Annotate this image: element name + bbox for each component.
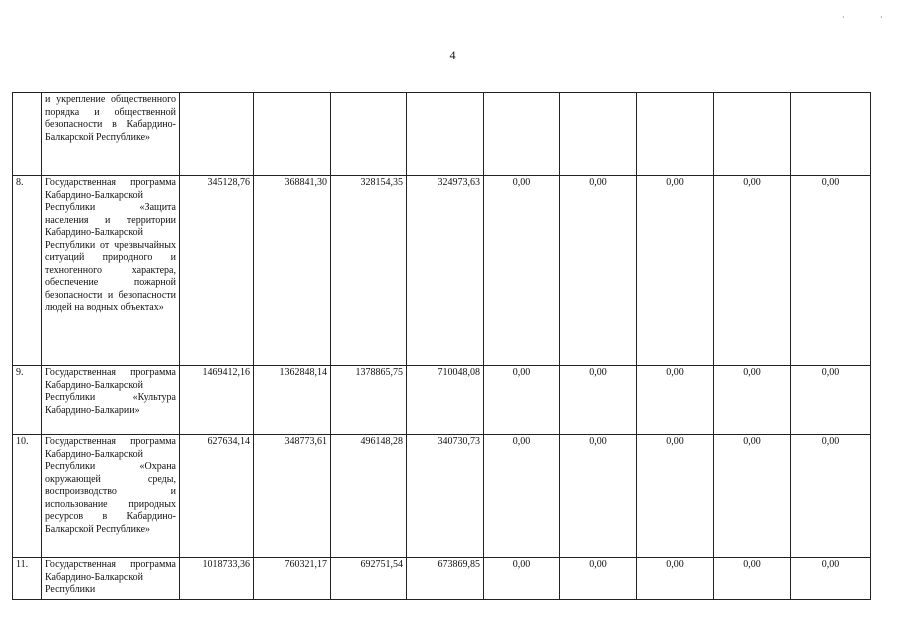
value-cell: 0,00 [484, 435, 560, 558]
value-cell: 328154,35 [331, 176, 407, 366]
value-cell: 0,00 [637, 435, 714, 558]
row-number [13, 93, 42, 176]
value-cell [637, 93, 714, 176]
value-cell: 496148,28 [331, 435, 407, 558]
value-cell: 345128,76 [180, 176, 254, 366]
value-cell: 1469412,16 [180, 366, 254, 435]
value-cell: 0,00 [791, 435, 871, 558]
value-cell: 340730,73 [407, 435, 484, 558]
table-row [13, 558, 871, 600]
table-row [13, 176, 871, 366]
page-number: 4 [449, 48, 456, 62]
row-number: 10. [13, 435, 42, 558]
value-cell: 324973,63 [407, 176, 484, 366]
value-cell [714, 93, 791, 176]
value-cell: 0,00 [714, 558, 791, 600]
value-cell: 0,00 [560, 558, 637, 600]
value-cell: 0,00 [791, 366, 871, 435]
row-number: 11. [13, 558, 42, 600]
value-cell: 673869,85 [407, 558, 484, 600]
value-cell: 760321,17 [254, 558, 331, 600]
program-name: Государственная программа Кабардино-Балкарской Республики [42, 558, 180, 600]
scan-mark: · [842, 13, 845, 22]
value-cell: 348773,61 [254, 435, 331, 558]
value-cell: 0,00 [637, 176, 714, 366]
value-cell: 0,00 [637, 366, 714, 435]
value-cell: 0,00 [791, 176, 871, 366]
table-row [13, 366, 871, 435]
value-cell: 627634,14 [180, 435, 254, 558]
value-cell: 0,00 [484, 366, 560, 435]
value-cell: 0,00 [714, 176, 791, 366]
value-cell: 0,00 [484, 176, 560, 366]
value-cell: 1018733,36 [180, 558, 254, 600]
value-cell: 710048,08 [407, 366, 484, 435]
value-cell [180, 93, 254, 176]
value-cell [331, 93, 407, 176]
program-name: и укрепление общественного порядка и общественной безопасности в Кабардино-Балкарской Республике» [42, 93, 180, 176]
value-cell [254, 93, 331, 176]
value-cell: 0,00 [714, 435, 791, 558]
value-cell [484, 93, 560, 176]
table-row [13, 435, 871, 558]
program-name: Государственная программа Кабардино-Балкарской Республики «Защита населения и территории Кабардино-Балкарской Республики от чрезвычайных ситуаций природного и техногенного характера, обеспечение пожарной безопасности и безопасности людей на водных объектах» [42, 176, 180, 366]
value-cell: 0,00 [791, 558, 871, 600]
budget-table [12, 92, 871, 600]
row-number: 9. [13, 366, 42, 435]
value-cell: 0,00 [560, 176, 637, 366]
value-cell [791, 93, 871, 176]
value-cell: 368841,30 [254, 176, 331, 366]
program-name: Государственная программа Кабардино-Балкарской Республики «Охрана окружающей среды, воспроизводство и использование природных ресурсов в Кабардино-Балкарской Республике» [42, 435, 180, 558]
table-row [13, 93, 871, 176]
value-cell: 0,00 [560, 366, 637, 435]
value-cell: 0,00 [484, 558, 560, 600]
value-cell: 692751,54 [331, 558, 407, 600]
value-cell: 0,00 [560, 435, 637, 558]
value-cell [407, 93, 484, 176]
scan-mark: · [880, 13, 883, 22]
value-cell: 0,00 [714, 366, 791, 435]
program-name: Государственная программа Кабардино-Балкарской Республики «Культура Кабардино-Балкарии» [42, 366, 180, 435]
value-cell [560, 93, 637, 176]
value-cell: 1362848,14 [254, 366, 331, 435]
value-cell: 0,00 [637, 558, 714, 600]
row-number: 8. [13, 176, 42, 366]
value-cell: 1378865,75 [331, 366, 407, 435]
